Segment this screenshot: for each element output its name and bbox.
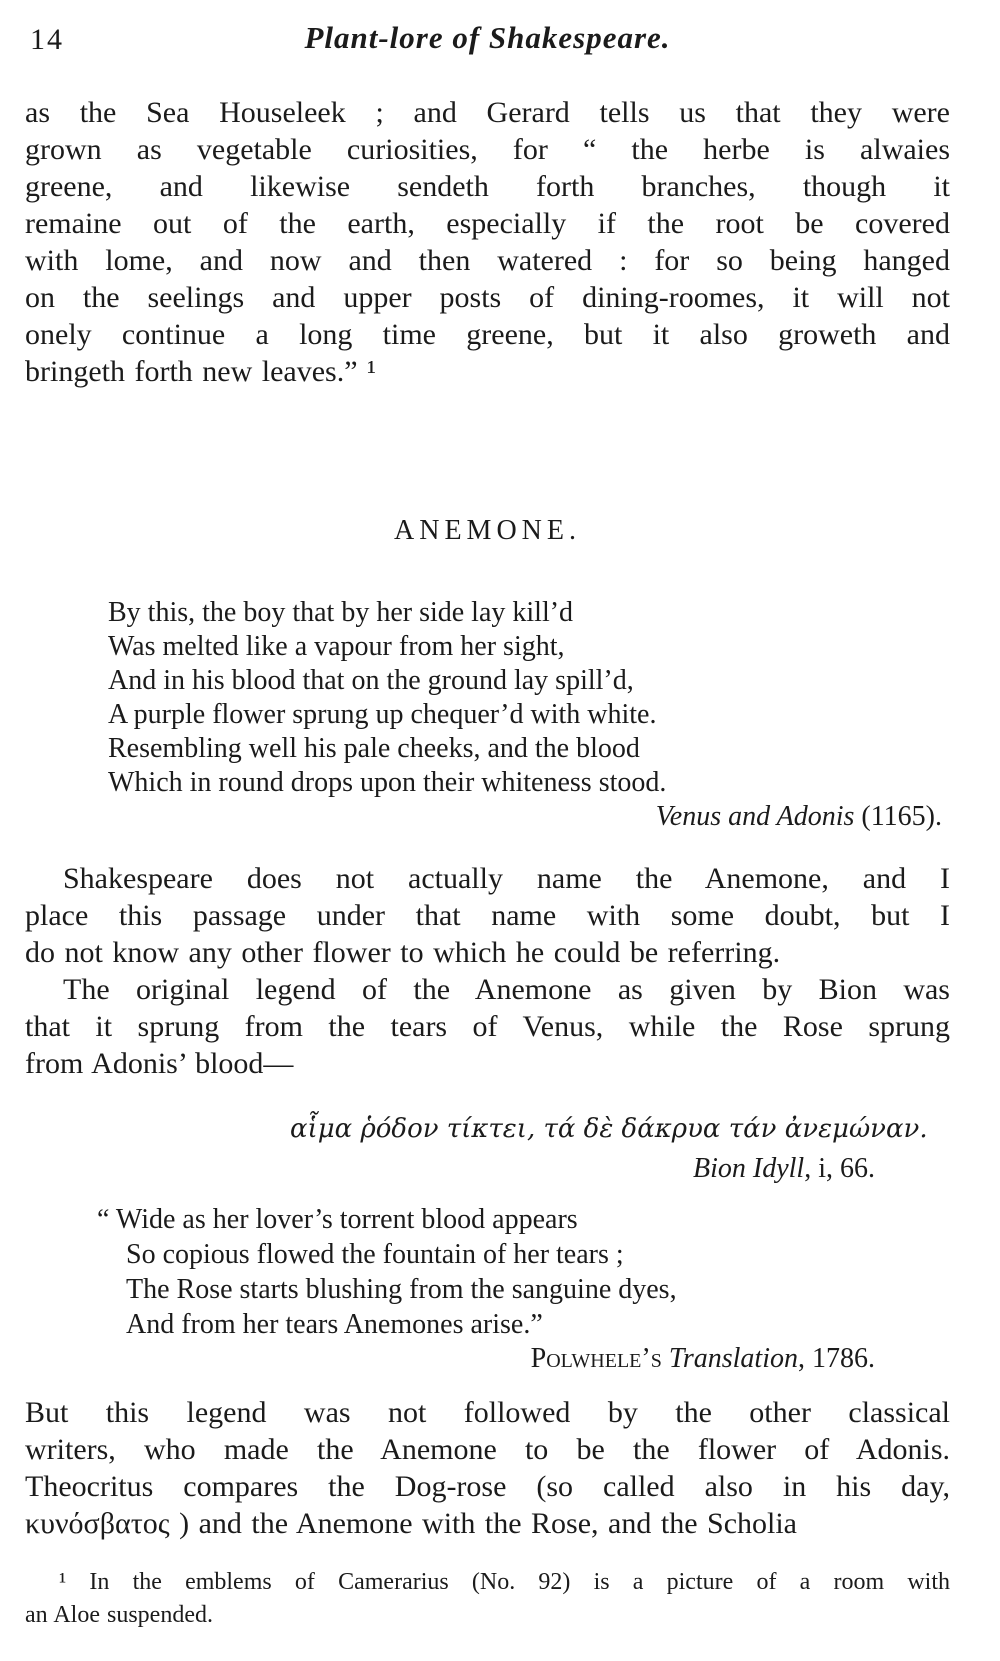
text-line: Resembling well his pale cheeks, and the blood	[108, 733, 640, 764]
text-line: greene, and likewise sendeth forth branches, though it	[25, 170, 950, 203]
text-line: The Rose starts blushing from the sanguine dyes,	[126, 1274, 677, 1305]
greek-quotation: αἷμα ῥόδον τίκτει, τά δὲ δάκρυα τάν ἀνεμώναν.	[290, 1114, 928, 1144]
text-line: So copious flowed the fountain of her tears ;	[126, 1239, 624, 1270]
text-line: And from her tears Anemones arise.”	[126, 1309, 543, 1340]
translation-attribution	[25, 1342, 950, 1376]
text-line: And in his blood that on the ground lay spill’d,	[108, 665, 634, 696]
translation-attribution-author: Polwhele’s	[530, 1343, 662, 1374]
paragraph-shakespeare-doubt	[25, 860, 950, 971]
footnote	[25, 1566, 950, 1632]
text-line: Was melted like a vapour from her sight,	[108, 631, 565, 662]
text-line: writers, who made the Anemone to be the flower of Adonis.	[25, 1433, 950, 1466]
text-line: “ Wide as her lover’s torrent blood appears	[97, 1204, 578, 1235]
text-line: an Aloe suspended.	[25, 1602, 213, 1628]
text-line: grown as vegetable curiosities, for “ the herbe is alwaies	[25, 133, 950, 166]
text-line: ¹ In the emblems of Camerarius (No. 92) is a picture of a room with	[59, 1569, 950, 1595]
text-line: remaine out of the earth, especially if the root be covered	[25, 207, 950, 240]
greek-attribution	[25, 1152, 950, 1186]
intro-paragraph	[25, 94, 950, 390]
text-line: with lome, and now and then watered : for so being hanged	[25, 244, 950, 277]
text-line: Shakespeare does not actually name the Anemone, and I	[63, 862, 950, 895]
text-line: But this legend was not followed by the other classical	[25, 1396, 950, 1429]
running-head	[25, 20, 950, 58]
text-line: By this, the boy that by her side lay kill’d	[108, 597, 574, 628]
poem-attribution-ref: (1165).	[854, 801, 942, 832]
text-line: on the seelings and upper posts of dining-roomes, it will not	[25, 281, 950, 314]
section-heading: ANEMONE.	[394, 515, 581, 546]
text-line: The original legend of the Anemone as given by Bion was	[63, 973, 950, 1006]
text-line: A purple flower sprung up chequer’d with white.	[108, 699, 657, 730]
text-line: do not know any other flower to which he could be referring.	[25, 936, 781, 969]
poem-attribution	[25, 800, 950, 834]
text-line: bringeth forth new leaves.” ¹	[25, 355, 377, 388]
text-line: κυνόσβατος ) and the Anemone with the Rose, and the Scholia	[25, 1507, 797, 1540]
greek-attribution-work: Bion Idyll	[693, 1153, 805, 1184]
text-line: as the Sea Houseleek ; and Gerard tells us that they were	[25, 96, 950, 129]
text-line: place this passage under that name with some doubt, but I	[25, 899, 950, 932]
translation-attribution-work: Translation	[661, 1343, 798, 1374]
running-title: Plant-lore of Shakespeare.	[304, 20, 671, 55]
polwhele-translation-quote	[25, 1202, 950, 1342]
translation-attribution-year: , 1786.	[798, 1343, 875, 1374]
poem-attribution-work: Venus and Adonis	[655, 801, 855, 832]
text-line: Which in round drops upon their whiteness stood.	[108, 767, 667, 798]
text-line: Theocritus compares the Dog-rose (so called also in his day,	[25, 1470, 950, 1503]
poem-venus-and-adonis	[25, 596, 950, 800]
text-line: onely continue a long time greene, but it also groweth and	[25, 318, 950, 351]
greek-attribution-ref: , i, 66.	[804, 1153, 875, 1184]
text-line: that it sprung from the tears of Venus, while the Rose sprung	[25, 1010, 950, 1043]
text-line: from Adonis’ blood—	[25, 1047, 294, 1080]
page-number: 14	[30, 23, 64, 56]
paragraph-classical-writers	[25, 1394, 950, 1542]
paragraph-bion-legend	[25, 971, 950, 1082]
